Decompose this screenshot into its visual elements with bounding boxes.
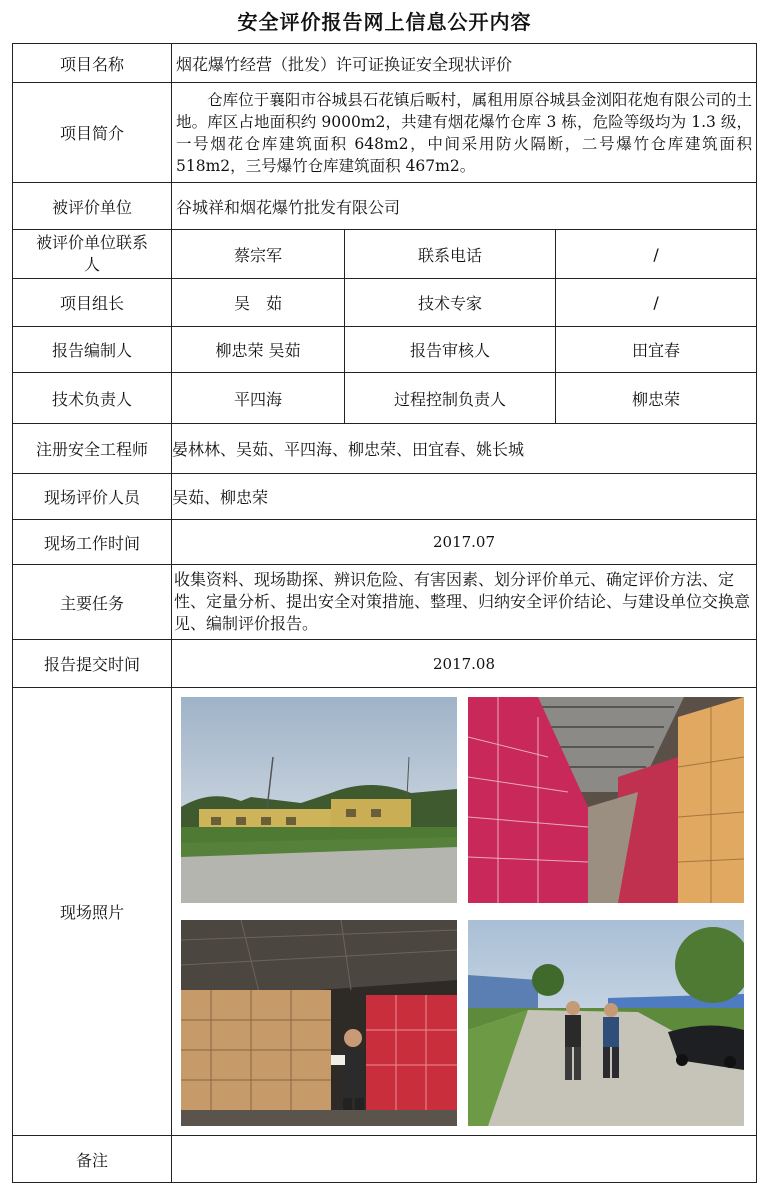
- photo-warehouse-exterior: [181, 697, 457, 903]
- report-table: [12, 43, 757, 1183]
- photo-inspection-inside: [181, 920, 457, 1126]
- project-name-label: 项目名称: [13, 44, 172, 83]
- contact-value: 蔡宗军: [172, 230, 345, 279]
- row-project-name: [13, 44, 757, 83]
- main-tasks-value: 收集资料、现场勘探、辨识危险、有害因素、划分评价单元、确定评价方法、定性、定量分析、提出安全对策措施、整理、归纳安全评价结论、与建设单位交换意见、编制评价报告。: [172, 565, 757, 640]
- evaluated-unit-value: 谷城祥和烟花爆竹批发有限公司: [172, 183, 757, 230]
- row-tech-lead: [13, 373, 757, 424]
- row-main-tasks: [13, 565, 757, 640]
- project-name-value: 烟花爆竹经营（批发）许可证换证安全现状评价: [172, 44, 757, 83]
- site-staff-label: 现场评价人员: [13, 474, 172, 520]
- submit-time-label: 报告提交时间: [13, 640, 172, 688]
- reviewer-value: 田宜春: [556, 327, 757, 373]
- row-contact: [13, 230, 757, 279]
- team-leader-value: 吴 茹: [172, 279, 345, 327]
- site-time-label: 现场工作时间: [13, 520, 172, 565]
- reviewer-label: 报告审核人: [345, 327, 556, 373]
- tech-lead-label: 技术负责人: [13, 373, 172, 424]
- photo-warehouse-interior: [468, 697, 744, 903]
- row-evaluated-unit: [13, 183, 757, 230]
- process-control-label: 过程控制负责人: [345, 373, 556, 424]
- tech-lead-value: 平四海: [172, 373, 345, 424]
- row-engineers: [13, 424, 757, 474]
- compiler-label: 报告编制人: [13, 327, 172, 373]
- row-submit-time: [13, 640, 757, 688]
- evaluated-unit-label: 被评价单位: [13, 183, 172, 230]
- process-control-value: 柳忠荣: [556, 373, 757, 424]
- row-site-time: [13, 520, 757, 565]
- contact-label: 被评价单位联系人: [13, 230, 172, 279]
- project-intro-cell: [172, 83, 757, 183]
- site-staff-value: 吴茹、柳忠荣: [172, 474, 757, 520]
- expert-value: /: [556, 279, 757, 327]
- phone-label: 联系电话: [345, 230, 556, 279]
- engineers-value: 晏林林、吴茹、平四海、柳忠荣、田宜春、姚长城: [172, 424, 757, 474]
- project-intro-value: 仓库位于襄阳市谷城县石花镇后畈村，属租用原谷城县金浏阳花炮有限公司的土地。库区占地面积约 9000m2，共建有烟花爆竹仓库 3 栋，危险等级均为 1.3 级，一号烟花仓库建筑面积 648m2，中间采用防火隔断，二号爆竹仓库建筑面积 518m2，三号爆竹仓库建筑面积 467m2。: [176, 90, 753, 175]
- site-time-value: 2017.07: [172, 520, 757, 565]
- photos-cell: [172, 688, 757, 1136]
- engineers-label: 注册安全工程师: [13, 424, 172, 474]
- row-photos: [13, 688, 757, 1136]
- remarks-label: 备注: [13, 1136, 172, 1183]
- row-team-leader: [13, 279, 757, 327]
- row-site-staff: [13, 474, 757, 520]
- phone-value: /: [556, 230, 757, 279]
- photos-label: 现场照片: [13, 688, 172, 1136]
- row-remarks: [13, 1136, 757, 1183]
- main-tasks-label: 主要任务: [13, 565, 172, 640]
- project-intro-label: 项目简介: [13, 83, 172, 183]
- team-leader-label: 项目组长: [13, 279, 172, 327]
- photo-site-walkaround: [468, 920, 744, 1126]
- row-compiler: [13, 327, 757, 373]
- page-title: 安全评价报告网上信息公开内容: [237, 10, 532, 34]
- submit-time-value: 2017.08: [172, 640, 757, 688]
- compiler-value: 柳忠荣 吴茹: [172, 327, 345, 373]
- row-project-intro: [13, 83, 757, 183]
- expert-label: 技术专家: [345, 279, 556, 327]
- remarks-value: [172, 1136, 757, 1183]
